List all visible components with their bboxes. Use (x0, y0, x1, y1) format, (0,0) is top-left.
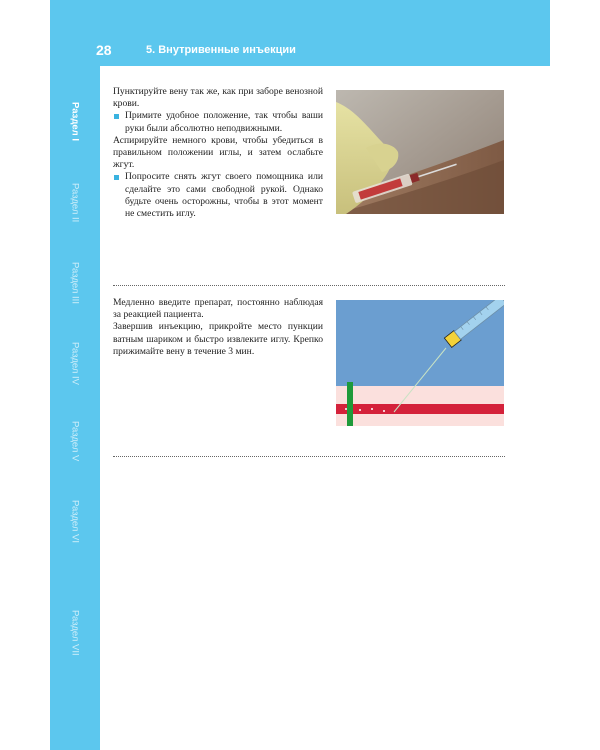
chapter-title: 5. Внутривенные инъекции (146, 44, 296, 56)
instruction-finish: Завершив инъекцию, прикройте место пункции ватным шариком и быстро извлеките иглу. Крепко прижимайте вену в течение 3 мин. (113, 321, 323, 357)
instruction-block-2 (113, 297, 323, 358)
section-tab-2[interactable]: Раздел II (69, 183, 81, 223)
page-number: 28 (96, 42, 112, 58)
instruction-inject: Медленно введите препарат, постоянно наблюдая за реакцией пациента. (113, 297, 323, 321)
instruction-intro: Пунктируйте вену так же, как при заборе венозной крови. (113, 86, 323, 110)
instruction-bullet-1: Примите удобное положение, так чтобы ваши руки были абсолютно неподвижными. (113, 110, 323, 134)
injection-diagram (336, 300, 504, 426)
section-tab-5[interactable]: Раздел V (69, 421, 81, 462)
section-divider-1 (113, 285, 505, 286)
instruction-bullet-2: Попросите снять жгут своего помощника или сделайте это сами свободной рукой. Однако будьте очень осторожны, чтобы в этот момент не сместить иглу. (113, 171, 323, 220)
page-header (50, 0, 550, 66)
section-tab-7[interactable]: Раздел VII (69, 610, 81, 656)
instruction-middle: Аспирируйте немного крови, чтобы убедиться в правильном положении иглы, и затем ослабьте жгут. (113, 134, 323, 171)
section-tab-3[interactable]: Раздел III (69, 262, 81, 304)
section-tab-1[interactable]: Раздел I (69, 102, 81, 141)
section-tab-6[interactable]: Раздел VI (69, 500, 81, 544)
section-tab-4[interactable]: Раздел IV (69, 342, 81, 386)
instruction-block-1 (113, 86, 323, 220)
section-divider-2 (113, 456, 505, 457)
venipuncture-photo (336, 90, 504, 214)
